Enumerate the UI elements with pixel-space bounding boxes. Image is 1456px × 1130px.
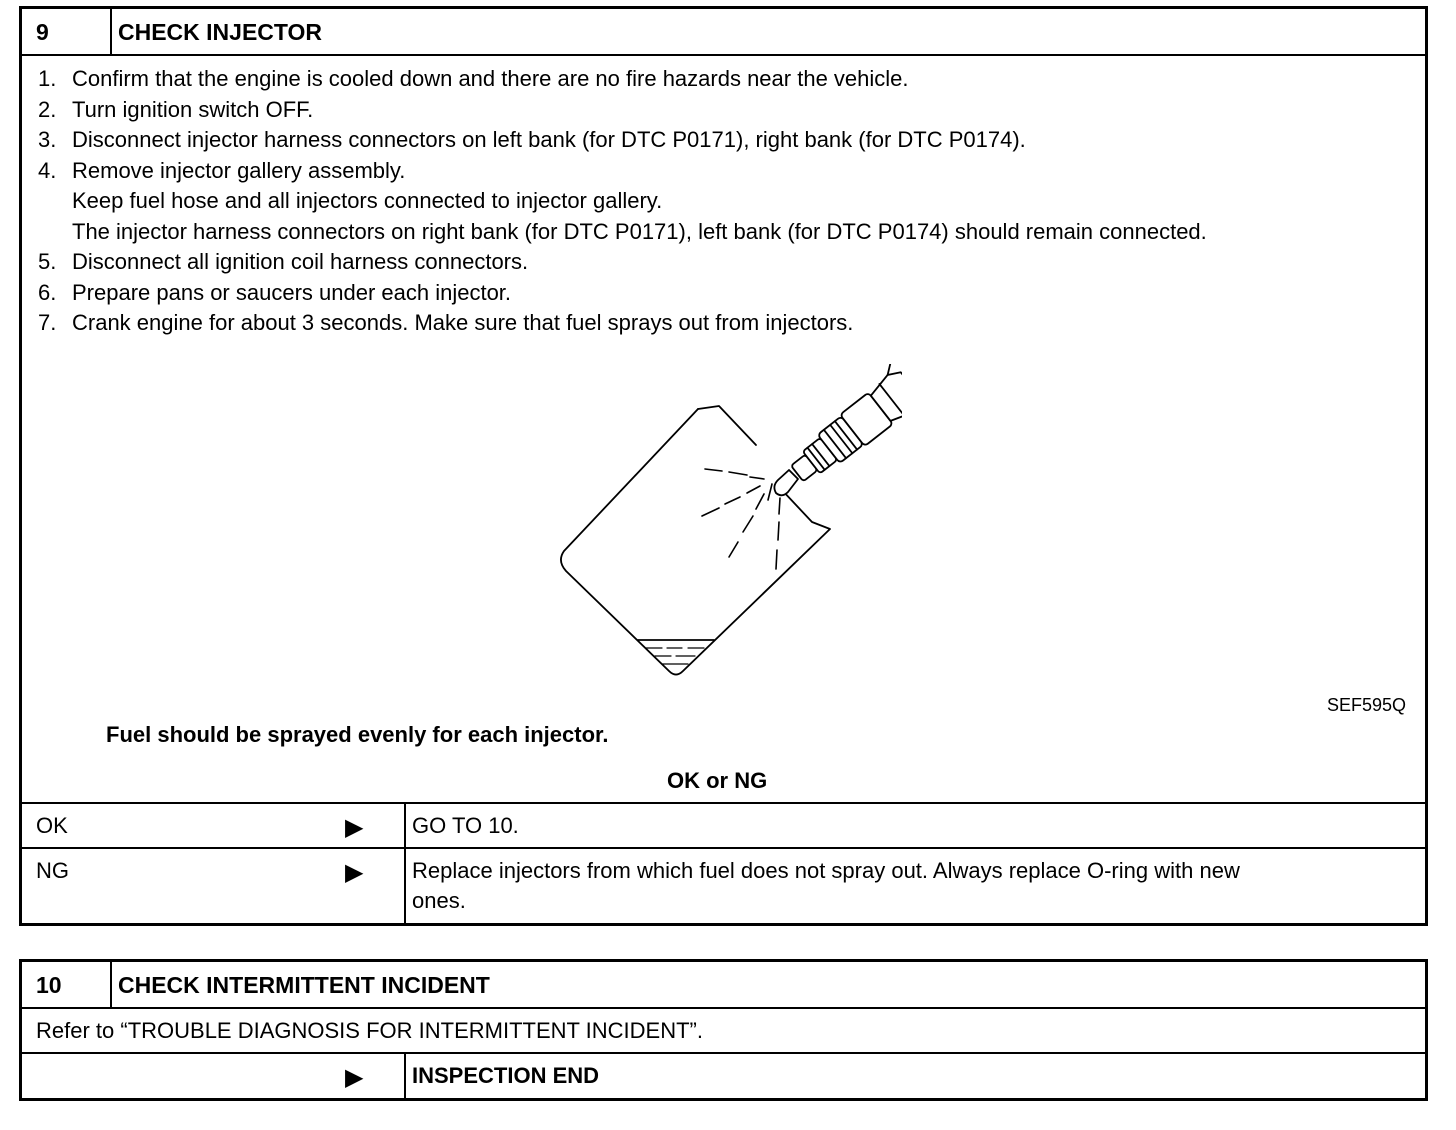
step-4-text-line-2: Keep fuel hose and all injectors connected to injector gallery. xyxy=(72,188,663,213)
step-4-text-line-3: The injector harness connectors on right bank (for DTC P0171), left bank (for DTC P0174) should remain connected. xyxy=(72,219,1207,244)
result-condition-ng: NG xyxy=(36,858,69,883)
step-4-number: 4. xyxy=(38,158,57,183)
result-arrow-icon: ▶ xyxy=(345,1064,364,1091)
step-number: 10 xyxy=(36,972,62,998)
step-5-text: Disconnect all ignition coil harness connectors. xyxy=(72,249,529,274)
spray-requirement-note: Fuel should be sprayed evenly for each injector. xyxy=(106,722,609,747)
header-separator xyxy=(22,54,1425,56)
figure-code: SEF595Q xyxy=(1327,695,1407,715)
results-row-separator xyxy=(22,847,1425,849)
step-1-number: 1. xyxy=(38,66,57,91)
inspection-end-label: INSPECTION END xyxy=(412,1063,600,1088)
step-3-number: 3. xyxy=(38,127,57,152)
step-4-text: Remove injector gallery assembly. xyxy=(72,158,406,183)
header-divider xyxy=(110,9,112,55)
injector-spray-illustration xyxy=(542,364,902,684)
step-3-text: Disconnect injector harness connectors on left bank (for DTC P0171), right bank (for DTC P0174). xyxy=(72,127,1026,152)
step-7-number: 7. xyxy=(38,310,57,335)
step-9-box xyxy=(19,6,1428,926)
step-6-text: Prepare pans or saucers under each injector. xyxy=(72,280,512,305)
result-action-ok: GO TO 10. xyxy=(412,813,519,838)
instruction-separator xyxy=(22,1052,1425,1054)
step-10-instruction: Refer to “TROUBLE DIAGNOSIS FOR INTERMITTENT INCIDENT”. xyxy=(36,1018,703,1043)
step-number: 9 xyxy=(36,19,49,45)
step-title: CHECK INTERMITTENT INCIDENT xyxy=(118,972,490,998)
result-arrow-ok-icon: ▶ xyxy=(345,814,364,841)
result-condition-ok: OK xyxy=(36,813,68,838)
result-action-ng: Replace injectors from which fuel does not spray out. Always replace O-ring with new xyxy=(412,858,1240,883)
decision-heading: OK or NG xyxy=(667,768,768,793)
header-separator xyxy=(22,1007,1425,1009)
results-column-divider xyxy=(404,802,406,923)
step-title: CHECK INJECTOR xyxy=(118,19,323,45)
step-1-text: Confirm that the engine is cooled down and there are no fire hazards near the vehicle. xyxy=(72,66,909,91)
result-column-divider xyxy=(404,1052,406,1098)
step-5-number: 5. xyxy=(38,249,57,274)
step-7-text: Crank engine for about 3 seconds. Make sure that fuel sprays out from injectors. xyxy=(72,310,854,335)
step-2-number: 2. xyxy=(38,97,57,122)
step-2-text: Turn ignition switch OFF. xyxy=(72,97,314,122)
results-top-separator xyxy=(22,802,1425,804)
step-6-number: 6. xyxy=(38,280,57,305)
step-10-box xyxy=(19,959,1428,1101)
result-arrow-ng-icon: ▶ xyxy=(345,859,364,886)
header-divider xyxy=(110,962,112,1008)
result-action-ng-line-2: ones. xyxy=(412,888,466,913)
